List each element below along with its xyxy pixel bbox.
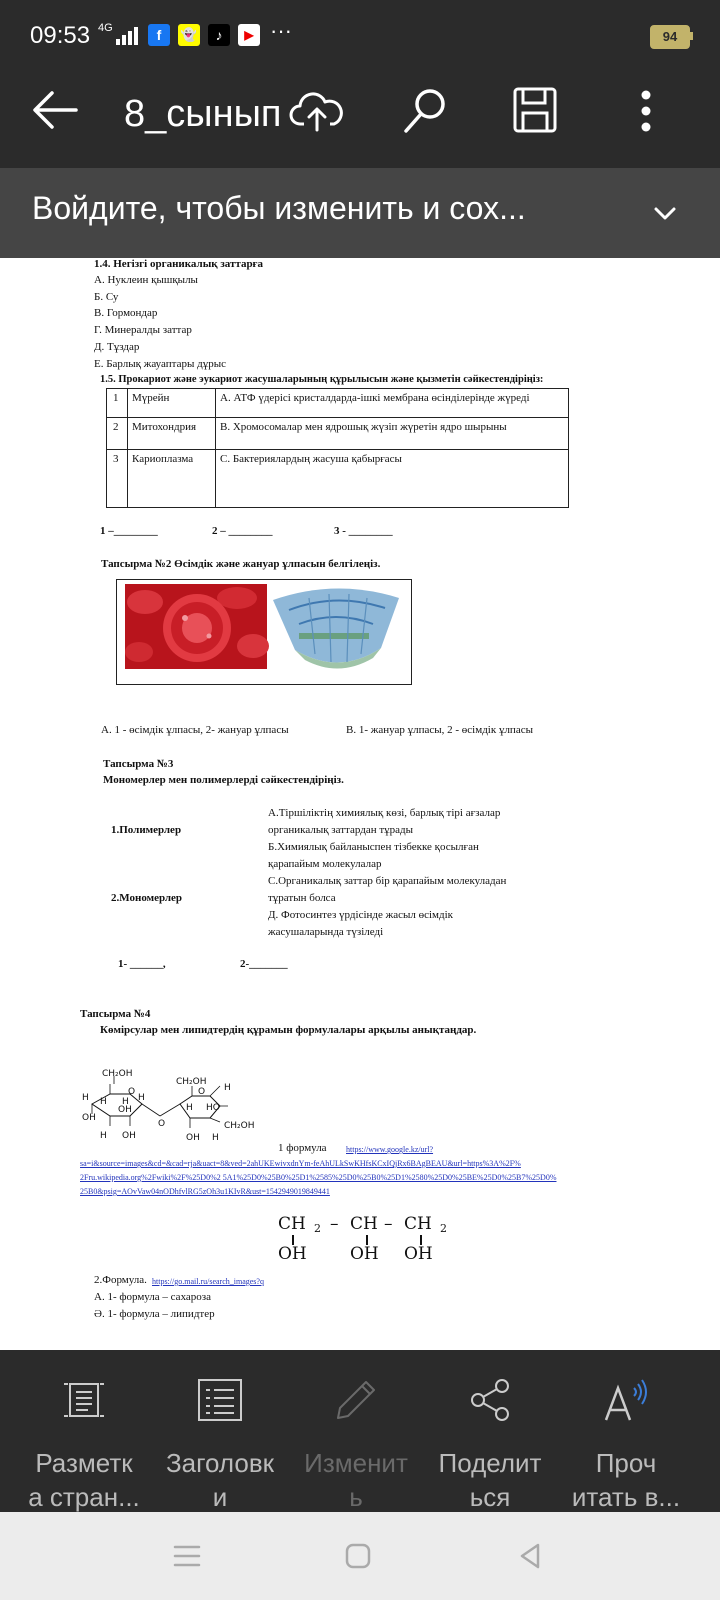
headings-button[interactable]	[150, 1350, 290, 1512]
task3-right-line: органикалық заттардан тұрады	[268, 824, 414, 836]
table-cell: В. Хромосомалар мен ядрошық жүзіп жүретін ядро шырыны	[220, 421, 507, 433]
facebook-icon: f	[148, 24, 170, 46]
task3-right-line: Б.Химиялық байланыспен тізбекке қосылған	[268, 841, 479, 853]
formula-text: 2	[314, 1222, 321, 1235]
task3-right-line: жасушаларында түзіледі	[268, 926, 384, 938]
edit-button[interactable]	[286, 1350, 426, 1512]
share-icon	[466, 1376, 514, 1424]
formula-label: O	[158, 1119, 166, 1129]
formula2-label: 2.Формула.	[94, 1274, 147, 1286]
q15-table	[106, 388, 569, 508]
table-cell: С. Бактериялардың жасуша қабырғасы	[220, 453, 402, 465]
task2-option-a: А. 1 - өсімдік ұлпасы, 2- жануар ұлпасы	[101, 724, 289, 736]
q14-option: В. Гормондар	[94, 307, 158, 319]
signal-icon	[114, 26, 138, 46]
share-label: Поделит ься	[438, 1448, 542, 1512]
status-time: 09:53	[30, 22, 91, 49]
answer-blank: 2-_______	[240, 958, 288, 970]
formula-label: H	[138, 1093, 145, 1103]
formula-label: H	[212, 1133, 219, 1143]
formula-label: H	[186, 1103, 193, 1113]
document-page[interactable]	[0, 258, 720, 1350]
formula-label: OH	[118, 1105, 132, 1115]
formula-text: CH	[278, 1214, 306, 1234]
formula-text: OH	[404, 1244, 433, 1264]
table-cell: 1	[113, 392, 119, 404]
formula-label: OH	[186, 1133, 200, 1143]
answer-blank: 1 –________	[100, 525, 158, 537]
q14-option: Е. Барлық жауаптары дұрыс	[94, 358, 226, 370]
formula1-link[interactable]: 2Fru.wikipedia.org%2Fwiki%2F%25D0%2 5A1%25D0%25B0%25D1%2585%25D0%25B0%25D1%2580%25D0%25BE%25D0%25B7%25D0%	[80, 1173, 557, 1182]
formula-label: CH₂OH	[102, 1069, 133, 1079]
formula-text: –	[330, 1214, 339, 1234]
document-title[interactable]: 8_сынып	[124, 93, 282, 135]
pencil-icon	[332, 1376, 380, 1424]
task3-left-item: 1.Полимерлер	[111, 824, 182, 836]
answer-blank: 2 – ________	[212, 525, 273, 537]
glycerol-formula	[278, 1214, 478, 1266]
q14-title: 1.4. Негізгі органикалық заттарға	[94, 258, 264, 270]
back-nav-icon[interactable]	[516, 1542, 544, 1570]
signin-banner-text[interactable]: Войдите, чтобы изменить и сох...	[32, 190, 526, 226]
tiktok-icon: ♪	[208, 24, 230, 46]
formula1-link[interactable]: https://www.google.kz/url?	[346, 1145, 434, 1154]
task3-title: Тапсырма №3	[103, 758, 174, 770]
task3-right-line: С.Органикалық заттар бір қарапайым молекуладан	[268, 875, 507, 887]
formula-label: CH₂OH	[224, 1121, 255, 1131]
task3-right-line: А.Тіршіліктің химиялық көзі, барлық тірі ағзалар	[268, 807, 501, 819]
task2-image-frame	[116, 579, 412, 685]
formula-text: –	[384, 1214, 393, 1234]
table-cell: Кариоплазма	[132, 453, 194, 465]
task4-title: Тапсырма №4	[80, 1008, 151, 1020]
task3-right-line: Д. Фотосинтез үрдісінде жасыл өсімдік	[268, 909, 454, 921]
plant-tissue-image	[269, 584, 403, 672]
formula-label: CH₂OH	[176, 1077, 207, 1087]
share-button[interactable]	[420, 1350, 560, 1512]
task4-subtitle: Көмірсулар мен липидтердің құрамын формулалары арқылы анықтаңдар.	[100, 1024, 477, 1036]
task3-left-item: 2.Мономерлер	[111, 892, 183, 904]
layout-view-label: Разметк а стран...	[28, 1448, 140, 1512]
formula-label: O	[128, 1087, 136, 1097]
sucrose-formula-diagram	[80, 1070, 270, 1150]
q14-option: Б. Су	[94, 291, 119, 303]
network-type: 4G	[98, 22, 113, 34]
battery-indicator: 94	[650, 25, 690, 49]
cloud-upload-icon[interactable]	[290, 90, 344, 134]
formula-label: HO	[206, 1103, 220, 1113]
more-vert-icon[interactable]	[636, 88, 656, 134]
layout-view-button[interactable]	[14, 1350, 154, 1512]
read-aloud-label: Проч итать в...	[571, 1448, 681, 1512]
search-icon[interactable]	[400, 86, 450, 136]
task3-subtitle: Мономерлер мен полимерлерді сәйкестендіріңіз.	[103, 774, 344, 786]
formula-text: OH	[278, 1244, 307, 1264]
save-icon[interactable]	[512, 86, 558, 134]
answer-blank: 1- ______,	[118, 958, 166, 970]
formula2-link[interactable]: https://go.mail.ru/search_images?q	[152, 1277, 264, 1286]
read-aloud-icon	[600, 1374, 654, 1428]
home-icon[interactable]	[344, 1542, 372, 1570]
chevron-down-icon[interactable]	[652, 200, 678, 226]
task3-right-line: тұратын болса	[268, 892, 336, 904]
table-cell: Мүрейн	[132, 392, 170, 404]
task2-option-b: В. 1- жануар ұлпасы, 2 - өсімдік ұлпасы	[346, 724, 533, 736]
q15-title: 1.5. Прокариот және эукариот жасушаларының құрылысын және қызметін сәйкестендіріңіз:	[100, 374, 544, 385]
table-cell: А. АТФ үдерісі кристалдарда-ішкі мембрана өсінділерінде жүреді	[220, 392, 530, 404]
edit-label: Изменит ь	[304, 1448, 408, 1512]
read-aloud-button[interactable]	[556, 1350, 696, 1512]
task2-title: Тапсырма №2 Өсімдік және жануар ұлпасын белгілеңіз.	[101, 558, 381, 570]
formula-label: H	[100, 1097, 107, 1107]
q14-option: Д. Тұздар	[94, 341, 140, 353]
table-cell: Митохондрия	[132, 421, 197, 433]
back-arrow-icon[interactable]	[30, 88, 80, 132]
table-cell: 2	[113, 421, 119, 433]
headings-list-icon	[196, 1376, 244, 1424]
q14-option: Г. Минералды заттар	[94, 324, 192, 336]
formula-label: H	[100, 1131, 107, 1141]
formula-label: O	[198, 1087, 206, 1097]
formula-label: OH	[82, 1113, 96, 1123]
youtube-icon: ▶	[238, 24, 260, 46]
formula1-link[interactable]: 25B0&psig=AOvVaw04nODhfvlRG5zOh3u1KIvR&ust=1542949019849441	[80, 1187, 330, 1196]
task3-right-line: қарапайым молекулалар	[268, 858, 382, 870]
app-toolbar	[0, 72, 720, 168]
formula1-label: 1 формула	[278, 1142, 327, 1154]
formula-text: OH	[350, 1244, 379, 1264]
status-bar	[0, 0, 720, 72]
formula-text: CH	[404, 1214, 432, 1234]
more-notifications-icon: ···	[270, 18, 292, 43]
battery-tip	[690, 32, 693, 40]
recent-apps-icon[interactable]	[172, 1542, 202, 1570]
formula-label: OH	[122, 1131, 136, 1141]
page-layout-icon	[60, 1376, 108, 1424]
answer-blank: 3 - ________	[334, 525, 393, 537]
table-cell: 3	[113, 453, 119, 465]
formula-label: H	[122, 1097, 129, 1107]
formula1-link[interactable]: sa=i&source=images&cd=&cad=rja&uact=8&ved=2ahUKEwivxdnYm-feAhULkSwKHfsKCxIQjRx6BAgBEAU&url=https%3A%2F%	[80, 1159, 521, 1168]
formula-text: 2	[440, 1222, 447, 1235]
blood-cells-image	[125, 584, 267, 669]
task4-answer: А. 1- формула – сахароза	[94, 1291, 212, 1303]
q14-option: А. Нуклеин қышқылы	[94, 274, 198, 286]
headings-label: Заголовк и	[165, 1448, 275, 1512]
formula-label: H	[224, 1083, 231, 1093]
task4-answer: Ә. 1- формула – липидтер	[94, 1308, 215, 1320]
formula-text: CH	[350, 1214, 378, 1234]
formula-label: H	[82, 1093, 89, 1103]
snapchat-icon: 👻	[178, 24, 200, 46]
